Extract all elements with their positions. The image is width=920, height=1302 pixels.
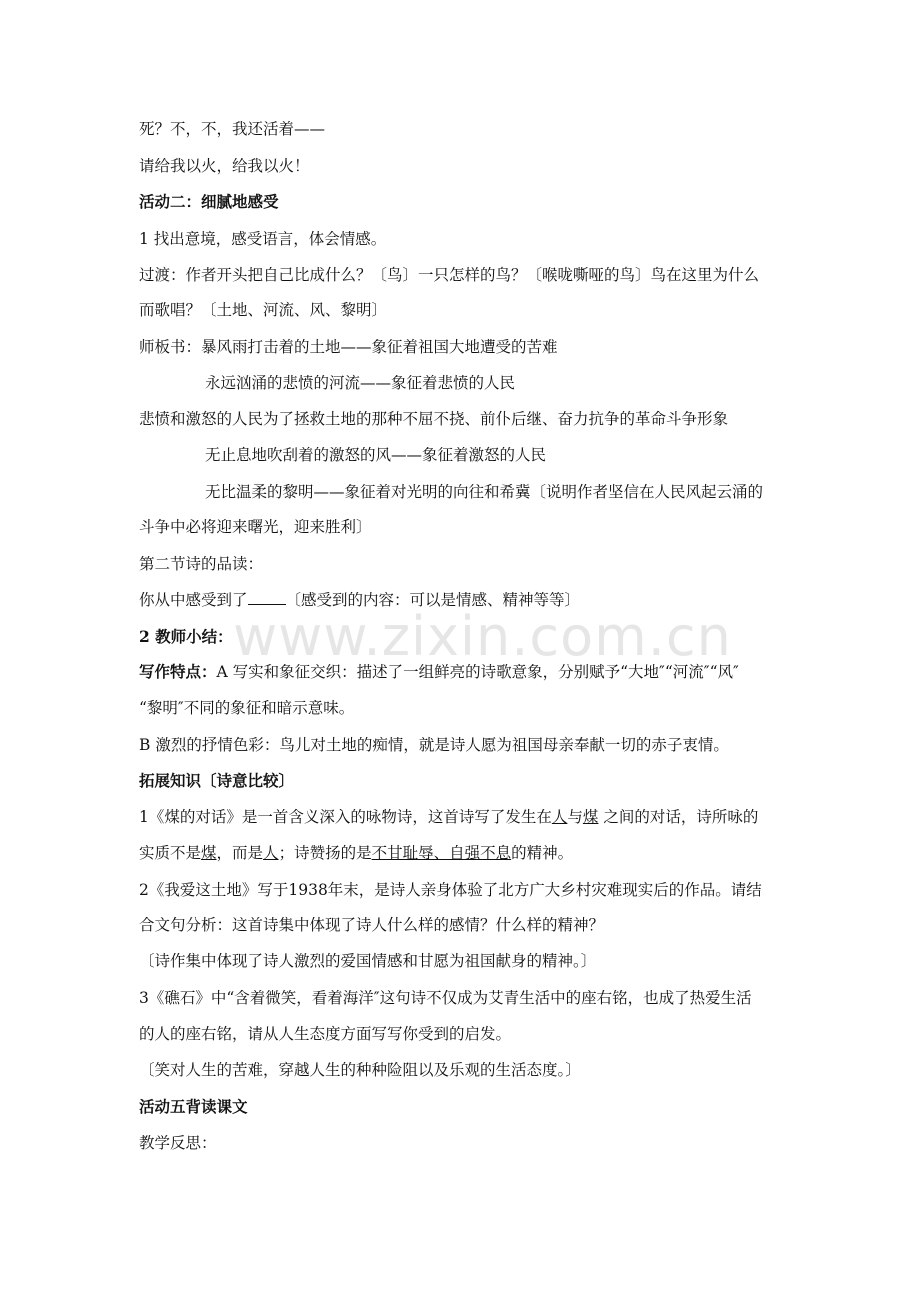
- line-text: ；诗赞扬的是: [278, 844, 372, 862]
- section-heading: 拓展知识〔诗意比较〕: [139, 771, 295, 790]
- line-text: 的精神。: [511, 844, 574, 862]
- poem-line: 死？不，不，我还活着——: [139, 120, 326, 138]
- underlined-answer: 煤: [201, 844, 217, 862]
- line-text: A 写实和象征交织：描述了一组鲜亮的诗歌意象，分别赋予“大地″“河流″“风″: [216, 663, 739, 681]
- underlined-answer: 人: [263, 844, 279, 862]
- underlined-answer: 人: [551, 808, 568, 826]
- poem-line: 请给我以火，给我以火！: [139, 157, 310, 175]
- underlined-answer: 不甘耻辱、自强不息: [371, 844, 512, 862]
- line-text: 你从中感受到了: [139, 591, 248, 609]
- paragraph-line: [139, 807, 860, 827]
- paragraph-line: [139, 662, 860, 682]
- line-text: ，而是: [216, 844, 264, 862]
- paragraph-line: 1 找出意境，感受语言，体会情感。: [139, 230, 387, 248]
- paragraph-line: 合文句分析：这首诗集中体现了诗人什么样的感情？什么样的精神？: [139, 916, 605, 934]
- paragraph-line: 师板书：暴风雨打击着的土地——象征着祖国大地遭受的苦难: [139, 338, 558, 356]
- paragraph-line: 而歌唱？〔土地、河流、风、黎明〕: [139, 301, 388, 319]
- paragraph-line: 斗争中必将迎来曙光，迎来胜利〕: [139, 518, 372, 536]
- paragraph-line: 2《我爱这土地》写于1938年末，是诗人亲身体验了北方广大乡村灾难现实后的作品。请结: [139, 881, 762, 899]
- paragraph-line: 悲愤和激怒的人民为了拯救土地的那种不屈不挠、前仆后继、奋力抗争的革命斗争形象: [139, 410, 729, 428]
- paragraph-line: 无止息地吹刮着的激怒的风——象征着激怒的人民: [205, 446, 547, 464]
- paragraph-line: 无比温柔的黎明——象征着对光明的向往和希冀〔说明作者坚信在人民风起云涌的: [205, 483, 764, 501]
- paragraph-line: 3《礁石》中“含着微笑，看着海洋″这句诗不仅成为艾青生活中的座右铭，也成了热爱生活: [139, 989, 752, 1007]
- paragraph-line: 〔笑对人生的苦难，穿越人生的种种险阻以及乐观的生活态度。〕: [139, 1061, 581, 1079]
- fill-blank: [248, 590, 286, 605]
- line-text: 之间的对话，诗所咏的: [598, 808, 759, 826]
- section-heading: 活动二：细腻地感受: [139, 192, 279, 211]
- paragraph-line: 永远汹涌的悲愤的河流——象征着悲愤的人民: [205, 374, 516, 392]
- section-heading: 活动五背读课文: [139, 1097, 248, 1116]
- section-heading: 2 教师小结：: [139, 627, 233, 646]
- paragraph-line: [139, 590, 860, 610]
- line-text: 实质不是: [139, 844, 202, 862]
- line-text: 〔感受到的内容：可以是情感、精神等等〕: [285, 591, 581, 609]
- watermark: www.zixin.com.cn: [233, 605, 732, 668]
- paragraph-line: 的人的座右铭，请从人生态度方面写写你受到的启发。: [139, 1025, 512, 1043]
- paragraph-line: 过渡：作者开头把自己比成什么？〔鸟〕一只怎样的鸟？〔喉咙嘶哑的鸟〕鸟在这里为什么: [139, 266, 760, 284]
- line-text: 与: [567, 808, 583, 826]
- bold-label: 写作特点：: [139, 662, 217, 681]
- paragraph-line: 〔诗作集中体现了诗人激烈的爱国情感和甘愿为祖国献身的精神。〕: [139, 952, 597, 970]
- line-text: 1《煤的对话》是一首含义深入的咏物诗，这首诗写了发生在: [139, 808, 552, 826]
- paragraph-line: “黎明″不同的象征和暗示意味。: [139, 699, 355, 717]
- paragraph-line: 第二节诗的品读：: [139, 555, 264, 573]
- paragraph-line: 教学反思：: [139, 1134, 217, 1152]
- underlined-answer: 煤: [582, 808, 599, 826]
- paragraph-line: [139, 843, 860, 863]
- paragraph-line: B 激烈的抒情色彩：鸟儿对土地的痴情，就是诗人愿为祖国母亲奉献一切的赤子衷情。: [139, 736, 729, 754]
